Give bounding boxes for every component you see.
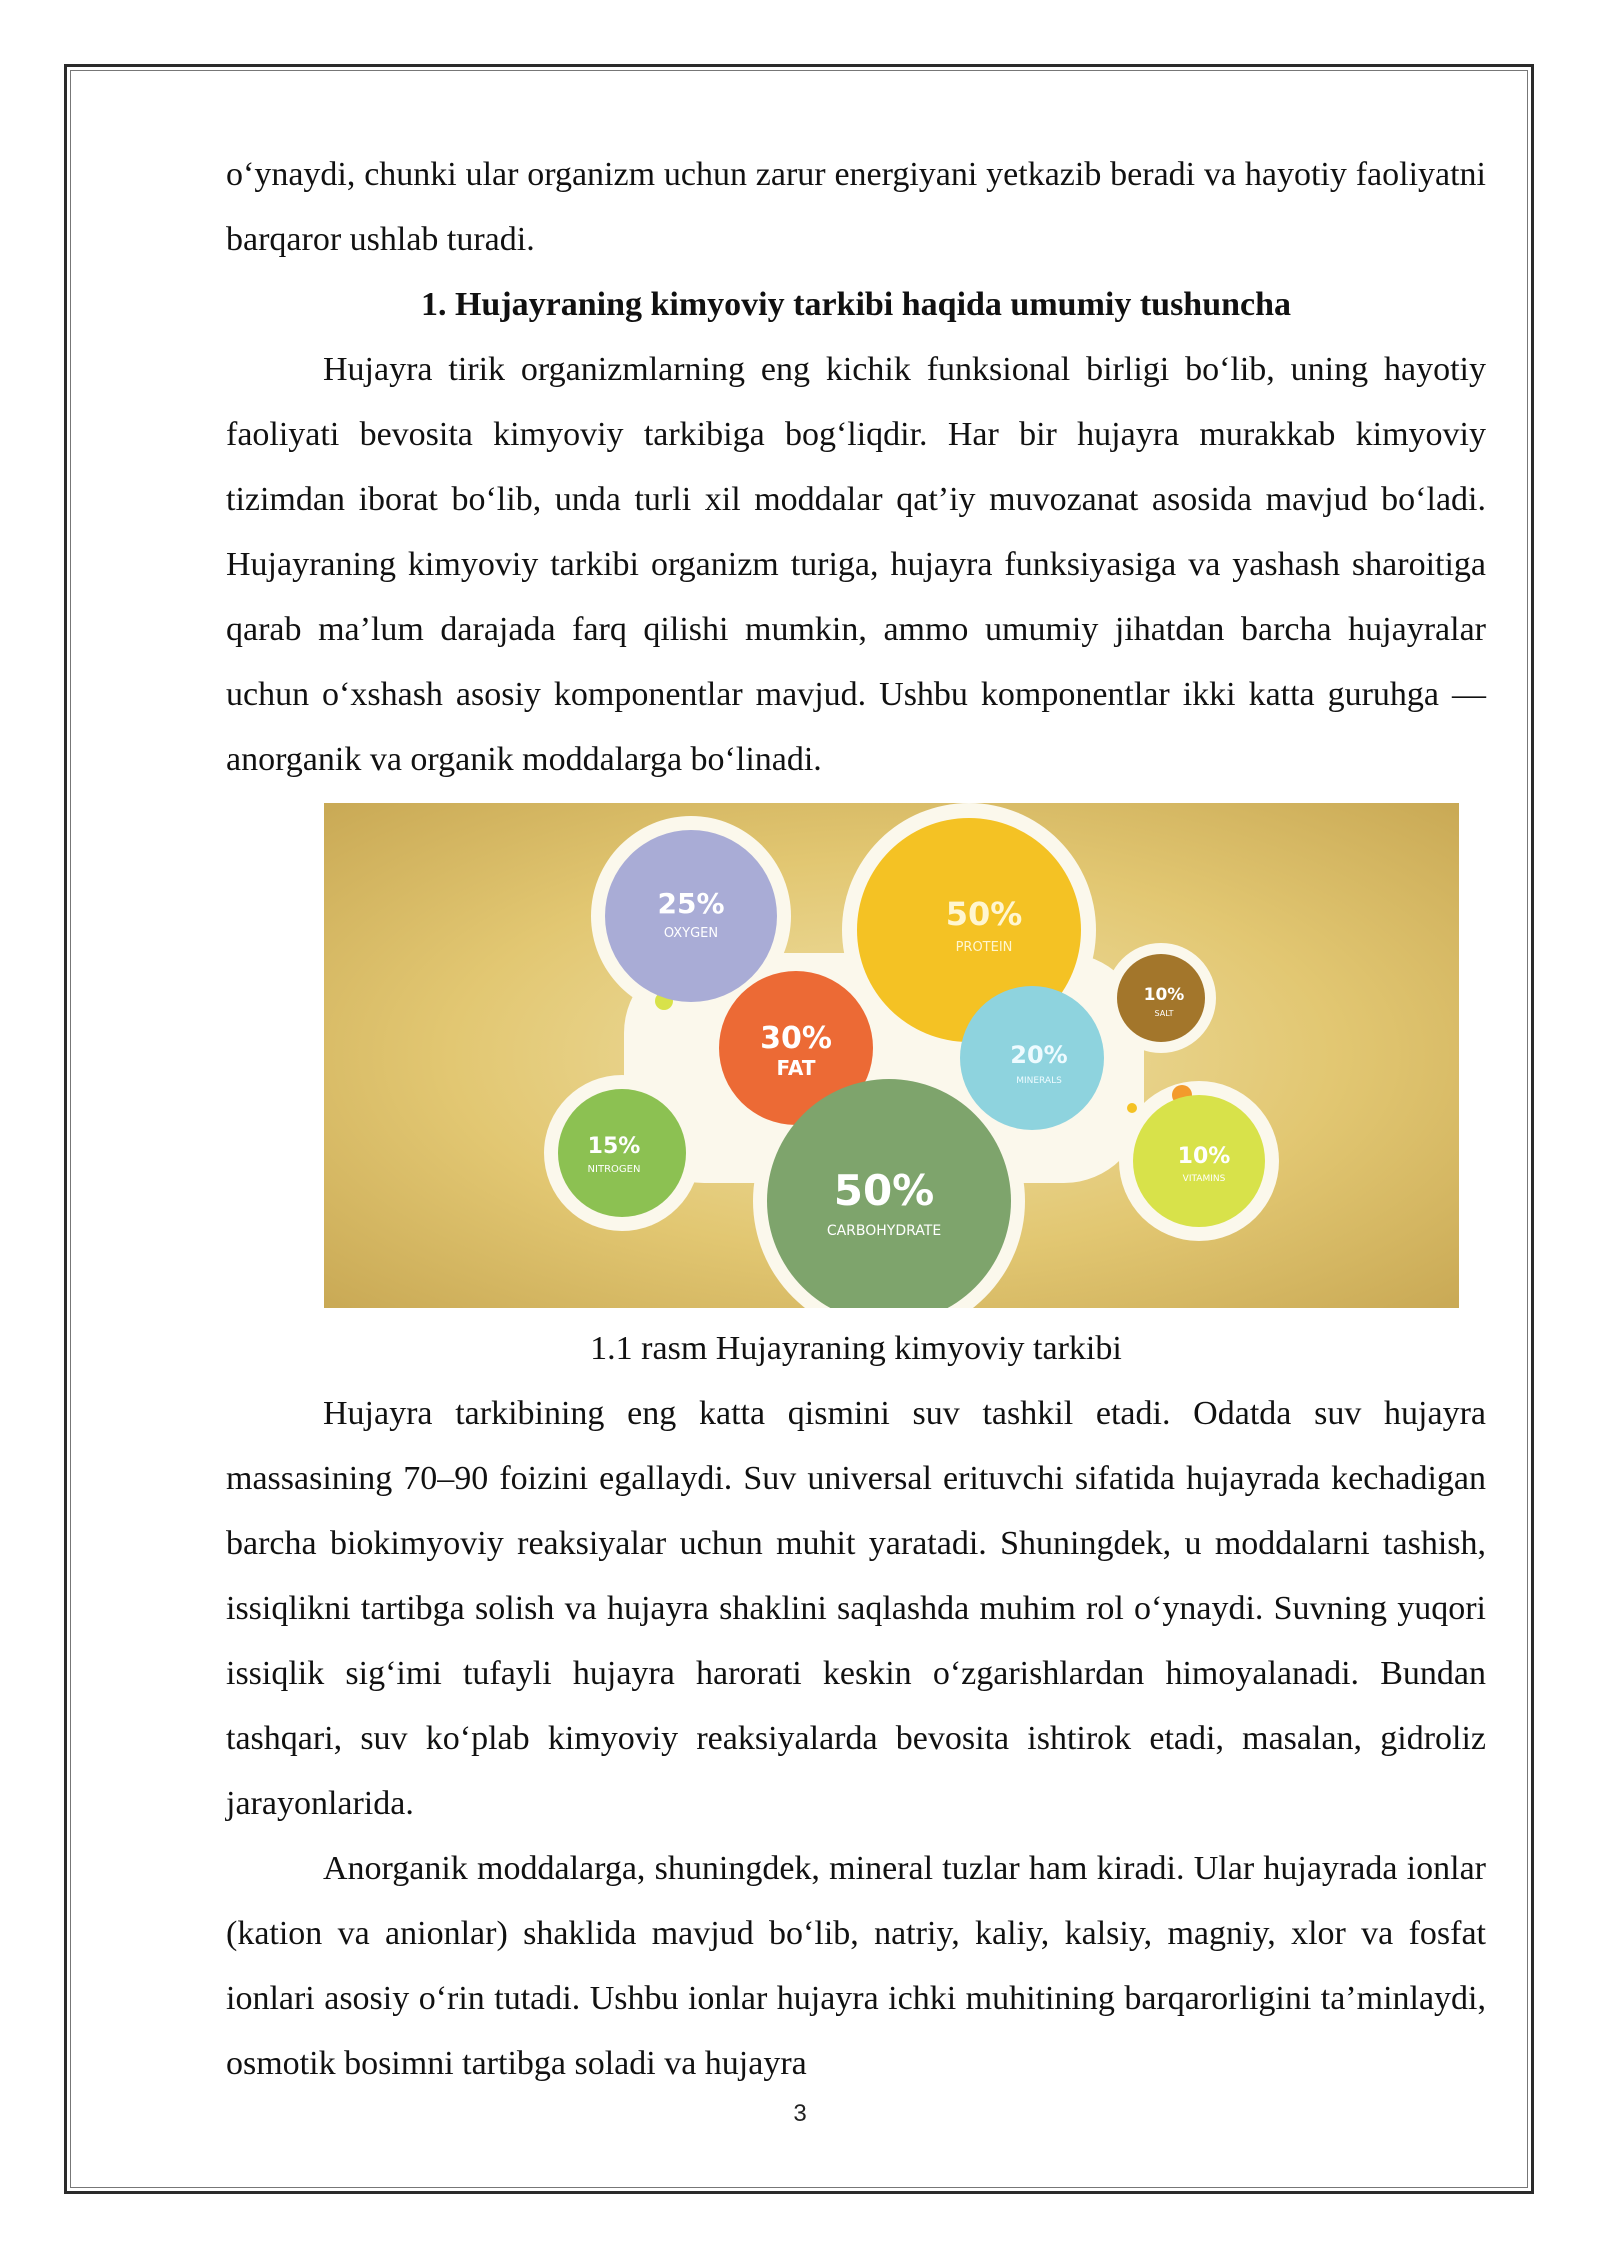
svg-text:30%: 30% (760, 1021, 832, 1056)
bubble-illustration (324, 803, 1459, 1308)
svg-text:15%: 15% (587, 1134, 641, 1159)
svg-text:50%: 50% (833, 1166, 935, 1215)
svg-text:VITAMINS: VITAMINS (1182, 1174, 1226, 1184)
svg-text:CARBOHYDRATE: CARBOHYDRATE (826, 1223, 942, 1239)
paragraph-2: Hujayra tarkibining eng katta qismini suv tashkil etadi. Odatda suv hujayra massasining 70–90 foizini egallaydi. Suv universal erituvchi sifatida hujayrada kechadigan barcha biokimyoviy reaksiyalar uchun muhit yaratadi. Shuningdek, u moddalarni tashish, issiqlikni tartibga solish va hujayra shaklini saqlashda muhim rol o‘ynaydi. Suvning yuqori issiqlik sig‘imi tufayli hujayra harorati keskin o‘zgarishlardan himoyalanadi. Bundan tashqari, suv ko‘plab kimyoviy reaksiyalarda bevosita ishtirok etadi, masalan, gidroliz jarayonlarida. (226, 1395, 1486, 1822)
paragraph-3: Anorganik moddalarga, shuningdek, mineral tuzlar ham kiradi. Ular hujayrada ionlar (kation va anionlar) shaklida mavjud bo‘lib, natriy, kaliy, kalsiy, magniy, xlor va fosfat ionlari asosiy o‘rin tutadi. Ushbu ionlar hujayra ichki muhitining barqarorligini ta’minlaydi, osmotik bosimni tartibga soladi va hujayra (226, 1850, 1486, 2082)
bubble-nitrogen (558, 1089, 686, 1217)
svg-text:SALT: SALT (1154, 1009, 1174, 1018)
bubble-vitamins (1133, 1095, 1265, 1227)
bubble-oxygen (605, 830, 777, 1002)
paragraph-intro: o‘ynaydi, chunki ular organizm uchun zarur energiyani yetkazib beradi va hayotiy faoliyatni barqaror ushlab turadi. (226, 156, 1486, 258)
figure-caption: 1.1 rasm Hujayraning kimyoviy tarkibi (590, 1330, 1122, 1367)
bubble-minerals (960, 986, 1104, 1130)
svg-text:NITROGEN: NITROGEN (587, 1164, 641, 1175)
svg-text:25%: 25% (657, 887, 725, 920)
svg-text:PROTEIN: PROTEIN (955, 940, 1013, 955)
svg-text:10%: 10% (1143, 985, 1185, 1005)
svg-text:20%: 20% (1010, 1041, 1068, 1069)
paragraph-1: Hujayra tirik organizmlarning eng kichik funksional birligi bo‘lib, uning hayotiy faoliyati bevosita kimyoviy tarkibiga bog‘liqdir. Har bir hujayra murakkab kimyoviy tizimdan iborat bo‘lib, unda turli xil moddalar qat’iy muvozanat asosida mavjud bo‘ladi. Hujayraning kimyoviy tarkibi organizm turiga, hujayra funksiyasiga va yashash sharoitiga qarab ma’lum darajada farq qilishi mumkin, ammo umumiy jihatdan barcha hujayralar uchun o‘xshash asosiy komponentlar mavjud. Ushbu komponentlar ikki katta guruhga — anorganik va organik moddalarga bo‘linadi. (226, 351, 1486, 778)
section-heading: 1. Hujayraning kimyoviy tarkibi haqida umumiy tushuncha (420, 286, 1292, 323)
figure-cell-composition (324, 803, 1459, 1308)
svg-text:50%: 50% (945, 895, 1023, 933)
page-number: 3 (793, 2100, 807, 2127)
bubble-salt (1117, 954, 1205, 1042)
page-content (226, 142, 1486, 2096)
svg-text:OXYGEN: OXYGEN (663, 926, 719, 941)
dot-decoration (1127, 1103, 1137, 1113)
svg-text:FAT: FAT (776, 1056, 816, 1080)
svg-text:10%: 10% (1177, 1144, 1231, 1169)
svg-text:MINERALS: MINERALS (1016, 1076, 1062, 1086)
